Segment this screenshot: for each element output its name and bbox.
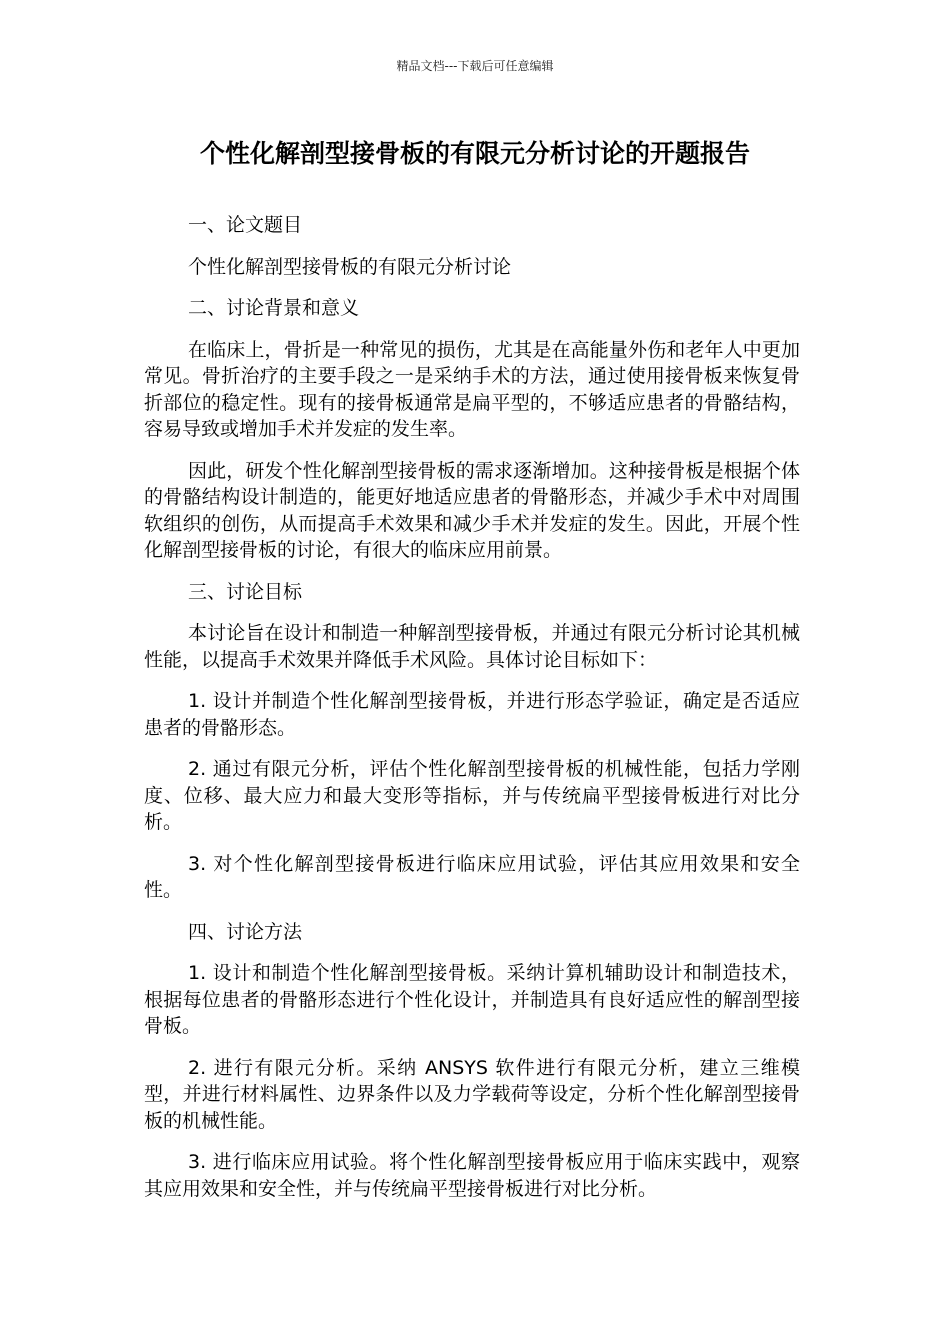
background-paragraph-1: 在临床上，骨折是一种常见的损伤，尤其是在高能量外伤和老年人中更加常见。骨折治疗的主要手段之一是采纳手术的方法，通过使用接骨板来恢复骨折部位的稳定性。现有的接骨板通常是扁平型的，不够适应患者的骨骼结构，容易导致或增加手术并发症的发生率。 [144, 338, 800, 440]
header-note: 精品文档---下载后可任意编辑 [396, 59, 554, 73]
goal-item-2: 2. 通过有限元分析，评估个性化解剖型接骨板的机械性能，包括力学刚度、位移、最大应力和最大变形等指标，并与传统扁平型接骨板进行对比分析。 [144, 758, 800, 833]
document-body [144, 212, 800, 1217]
method-item-2: 2. 进行有限元分析。采纳 ANSYS 软件进行有限元分析，建立三维模型，并进行材料属性、边界条件以及力学载荷等设定，分析个性化解剖型接骨板的机械性能。 [144, 1056, 800, 1132]
topic-text: 个性化解剖型接骨板的有限元分析讨论 [188, 255, 512, 278]
goal-item-1: 1. 设计并制造个性化解剖型接骨板，并进行形态学验证，确定是否适应患者的骨骼形态。 [144, 690, 800, 739]
section-heading-methods: 四、讨论方法 [188, 920, 303, 943]
section-heading-goals: 三、讨论目标 [188, 580, 303, 603]
background-paragraph-2: 因此，研发个性化解剖型接骨板的需求逐渐增加。这种接骨板是根据个体的骨骼结构设计制造的，能更好地适应患者的骨骼形态，并减少手术中对周围软组织的创伤，从而提高手术效果和减少手术并发症的发生。因此，开展个性化解剖型接骨板的讨论，有很大的临床应用前景。 [144, 459, 800, 561]
section-heading-topic: 一、论文题目 [188, 214, 303, 236]
section-heading-background: 二、讨论背景和意义 [188, 297, 360, 319]
goals-intro-paragraph: 本讨论旨在设计和制造一种解剖型接骨板，并通过有限元分析讨论其机械性能，以提高手术效果并降低手术风险。具体讨论目标如下： [144, 622, 800, 671]
goal-item-3: 3. 对个性化解剖型接骨板进行临床应用试验，评估其应用效果和安全性。 [144, 852, 800, 901]
document-title: 个性化解剖型接骨板的有限元分析讨论的开题报告 [199, 139, 750, 168]
method-item-1: 1. 设计和制造个性化解剖型接骨板。采纳计算机辅助设计和制造技术，根据每位患者的骨骼形态进行个性化设计，并制造具有良好适应性的解剖型接骨板。 [144, 962, 800, 1037]
method-item-3: 3. 进行临床应用试验。将个性化解剖型接骨板应用于临床实践中，观察其应用效果和安全性，并与传统扁平型接骨板进行对比分析。 [144, 1151, 800, 1200]
